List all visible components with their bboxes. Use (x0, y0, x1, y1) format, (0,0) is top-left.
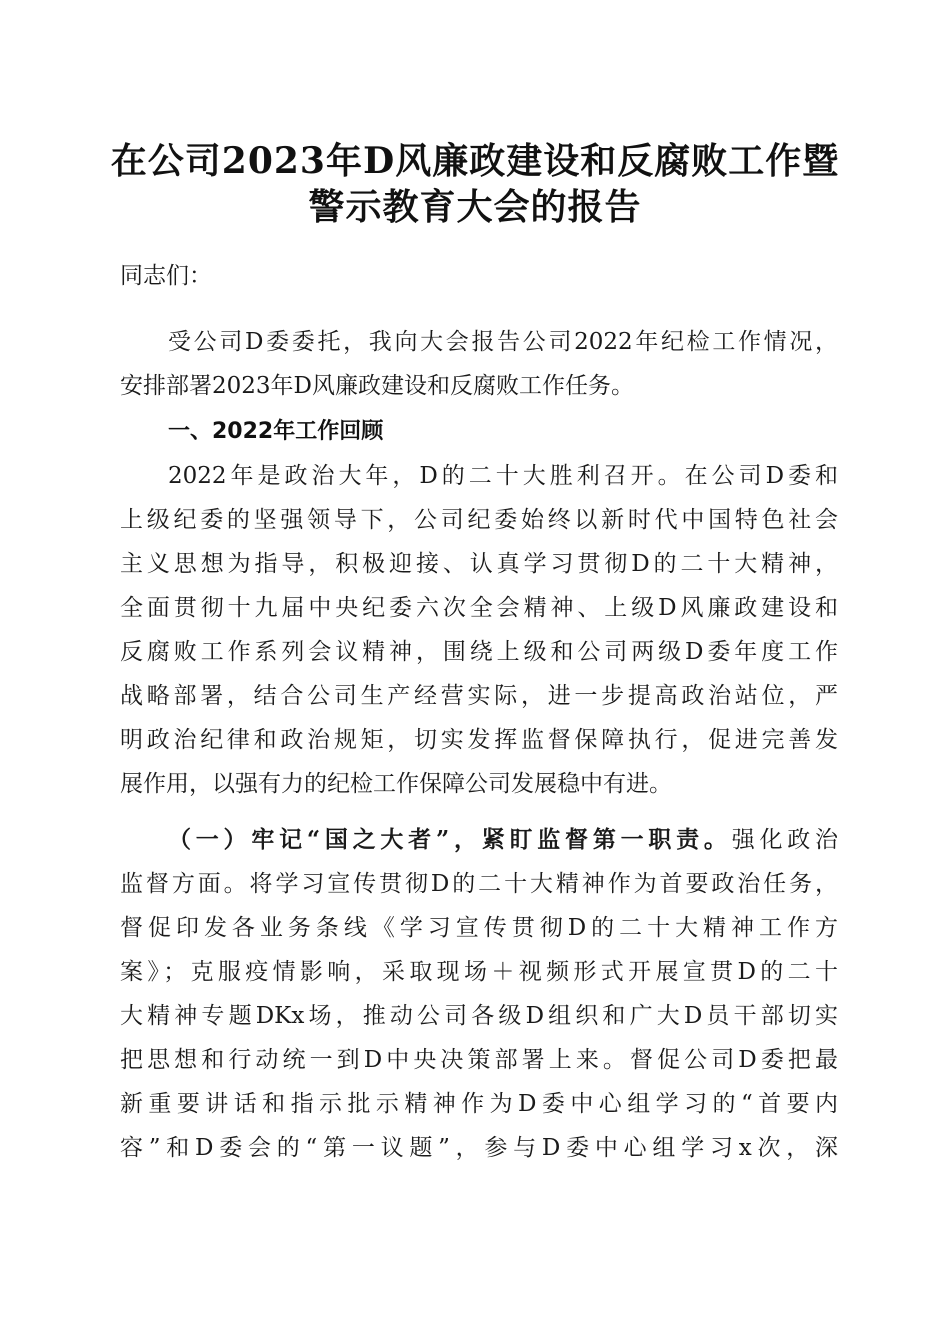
document-title-line-2: 警示教育大会的报告 (308, 186, 642, 228)
intro-line: 受公司D委委托，我向大会报告公司2022年纪检工作情况， (168, 329, 838, 355)
body-line: 把思想和行动统一到D中央决策部署上来。督促公司D委把最 (120, 1047, 838, 1073)
body-line: 案》；克服疫情影响，采取现场＋视频形式开展宣贯D的二十 (120, 959, 838, 985)
subsection-heading: （一）牢记“国之大者”，紧盯监督第一职责。 (168, 826, 732, 853)
body-line: 新重要讲话和指示批示精神作为D委中心组学习的“首要内 (120, 1091, 838, 1117)
body-line: 主义思想为指导，积极迎接、认真学习贯彻D的二十大精神， (120, 551, 838, 577)
body-line: 全面贯彻十九届中央纪委六次全会精神、上级D风廉政建设和 (120, 595, 838, 621)
body-line: 展作用，以强有力的纪检工作保障公司发展稳中有进。 (120, 771, 672, 797)
body-line: 大精神专题DKx场，推动公司各级D组织和广大D员干部切实 (120, 1003, 838, 1029)
body-line: 反腐败工作系列会议精神，围绕上级和公司两级D委年度工作 (120, 639, 838, 665)
body-line: 上级纪委的坚强领导下，公司纪委始终以新时代中国特色社会 (120, 507, 838, 533)
body-line: 明政治纪律和政治规矩，切实发挥监督保障执行，促进完善发 (120, 727, 838, 753)
document-title-line-1: 在公司2023年D风廉政建设和反腐败工作暨 (110, 140, 840, 182)
salutation: 同志们： (120, 263, 212, 289)
body-line: 监督方面。将学习宣传贯彻D的二十大精神作为首要政治任务， (120, 871, 838, 897)
body-line: 容”和D委会的“第一议题”，参与D委中心组学习x次，深 (120, 1135, 838, 1161)
subsection-text: 强化政治 (731, 827, 839, 853)
section-heading: 一、2022年工作回顾 (168, 419, 384, 444)
body-line: 督促印发各业务条线《学习宣传贯彻D的二十大精神工作方 (120, 915, 838, 941)
body-line: 战略部署，结合公司生产经营实际，进一步提高政治站位，严 (120, 683, 838, 709)
body-line: 2022年是政治大年，D的二十大胜利召开。在公司D委和 (168, 463, 838, 489)
subsection-first-line (168, 818, 838, 862)
intro-line: 安排部署2023年D风廉政建设和反腐败工作任务。 (120, 373, 634, 399)
